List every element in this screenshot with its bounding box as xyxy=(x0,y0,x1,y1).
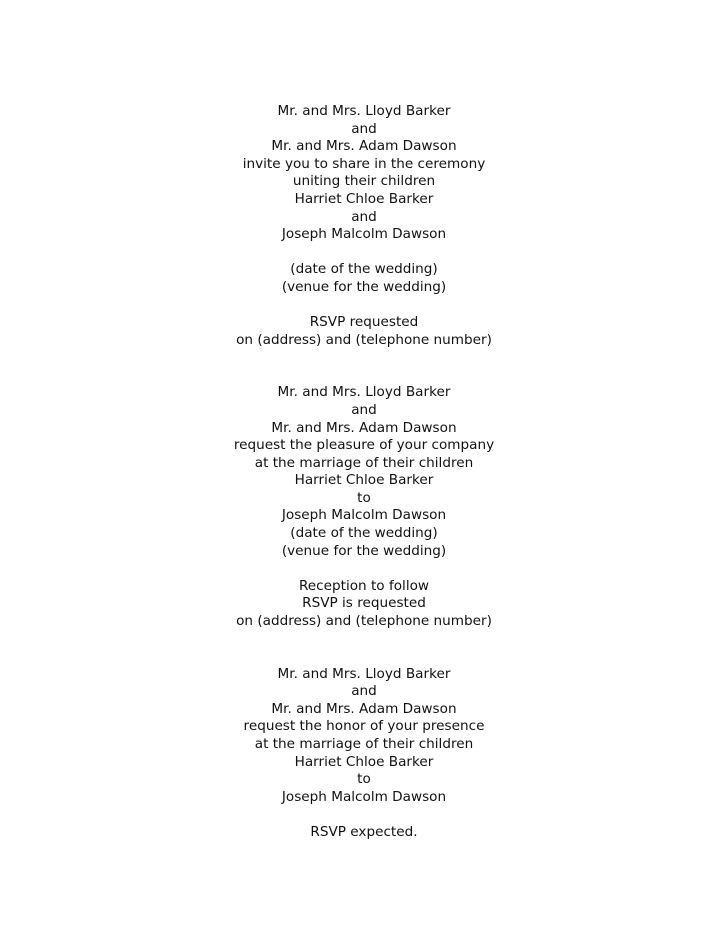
section-gap xyxy=(219,349,509,384)
invitation-2-line: Mr. and Mrs. Lloyd Barker xyxy=(277,384,451,401)
invitation-1-rsvp: RSVP requested xyxy=(309,314,419,331)
section-gap xyxy=(219,631,509,666)
invitation-2 xyxy=(219,384,509,630)
invitation-1-line: uniting their children xyxy=(292,173,436,190)
invitation-1-line: Mr. and Mrs. Adam Dawson xyxy=(271,138,457,155)
invitation-3-line: and xyxy=(351,683,377,700)
blank-line xyxy=(219,806,509,824)
invitation-2-venue: (venue for the wedding) xyxy=(281,542,447,559)
invitation-1-date: (date of the wedding) xyxy=(290,261,438,278)
invitation-1-venue: (venue for the wedding) xyxy=(281,278,447,295)
invitation-1-line: and xyxy=(351,120,377,137)
invitation-2-line: Joseph Malcolm Dawson xyxy=(281,507,447,524)
invitation-1-line: and xyxy=(351,208,377,225)
invitation-3-line: Harriet Chloe Barker xyxy=(294,753,434,770)
invitation-2-contact: on (address) and (telephone number) xyxy=(236,613,492,630)
invitation-2-date: (date of the wedding) xyxy=(290,525,438,542)
invitation-3-line: Joseph Malcolm Dawson xyxy=(281,788,447,805)
invitation-2-reception: Reception to follow xyxy=(298,577,430,594)
invitation-1-line: Mr. and Mrs. Lloyd Barker xyxy=(277,103,451,119)
invitation-2-rsvp: RSVP is requested xyxy=(302,595,426,612)
invitation-2-line: request the pleasure of your company xyxy=(233,437,495,454)
blank-line xyxy=(219,244,509,262)
invitation-2-line: Mr. and Mrs. Adam Dawson xyxy=(271,419,457,436)
invitation-2-line: Harriet Chloe Barker xyxy=(294,472,434,489)
invitation-1 xyxy=(219,103,509,349)
invitation-3-line: Mr. and Mrs. Adam Dawson xyxy=(271,700,457,717)
invitation-3-line: request the honor of your presence xyxy=(243,718,485,735)
invitation-3 xyxy=(219,666,509,842)
invitation-1-contact: on (address) and (telephone number) xyxy=(236,331,492,348)
invitation-3-line: to xyxy=(357,771,371,788)
invitation-2-line: at the marriage of their children xyxy=(254,454,474,471)
invitation-wording-column xyxy=(219,103,509,842)
invitation-3-rsvp: RSVP expected. xyxy=(310,823,418,840)
blank-line xyxy=(219,297,509,315)
invitation-3-line: at the marriage of their children xyxy=(254,736,474,752)
invitation-3-line: Mr. and Mrs. Lloyd Barker xyxy=(277,665,451,682)
invitation-2-line: to xyxy=(357,489,371,506)
blank-line xyxy=(219,560,509,578)
invitation-2-line: and xyxy=(351,401,377,418)
invitation-1-line: invite you to share in the ceremony xyxy=(242,155,486,172)
invitation-1-line: Joseph Malcolm Dawson xyxy=(281,226,447,243)
invitation-1-line: Harriet Chloe Barker xyxy=(294,190,434,207)
